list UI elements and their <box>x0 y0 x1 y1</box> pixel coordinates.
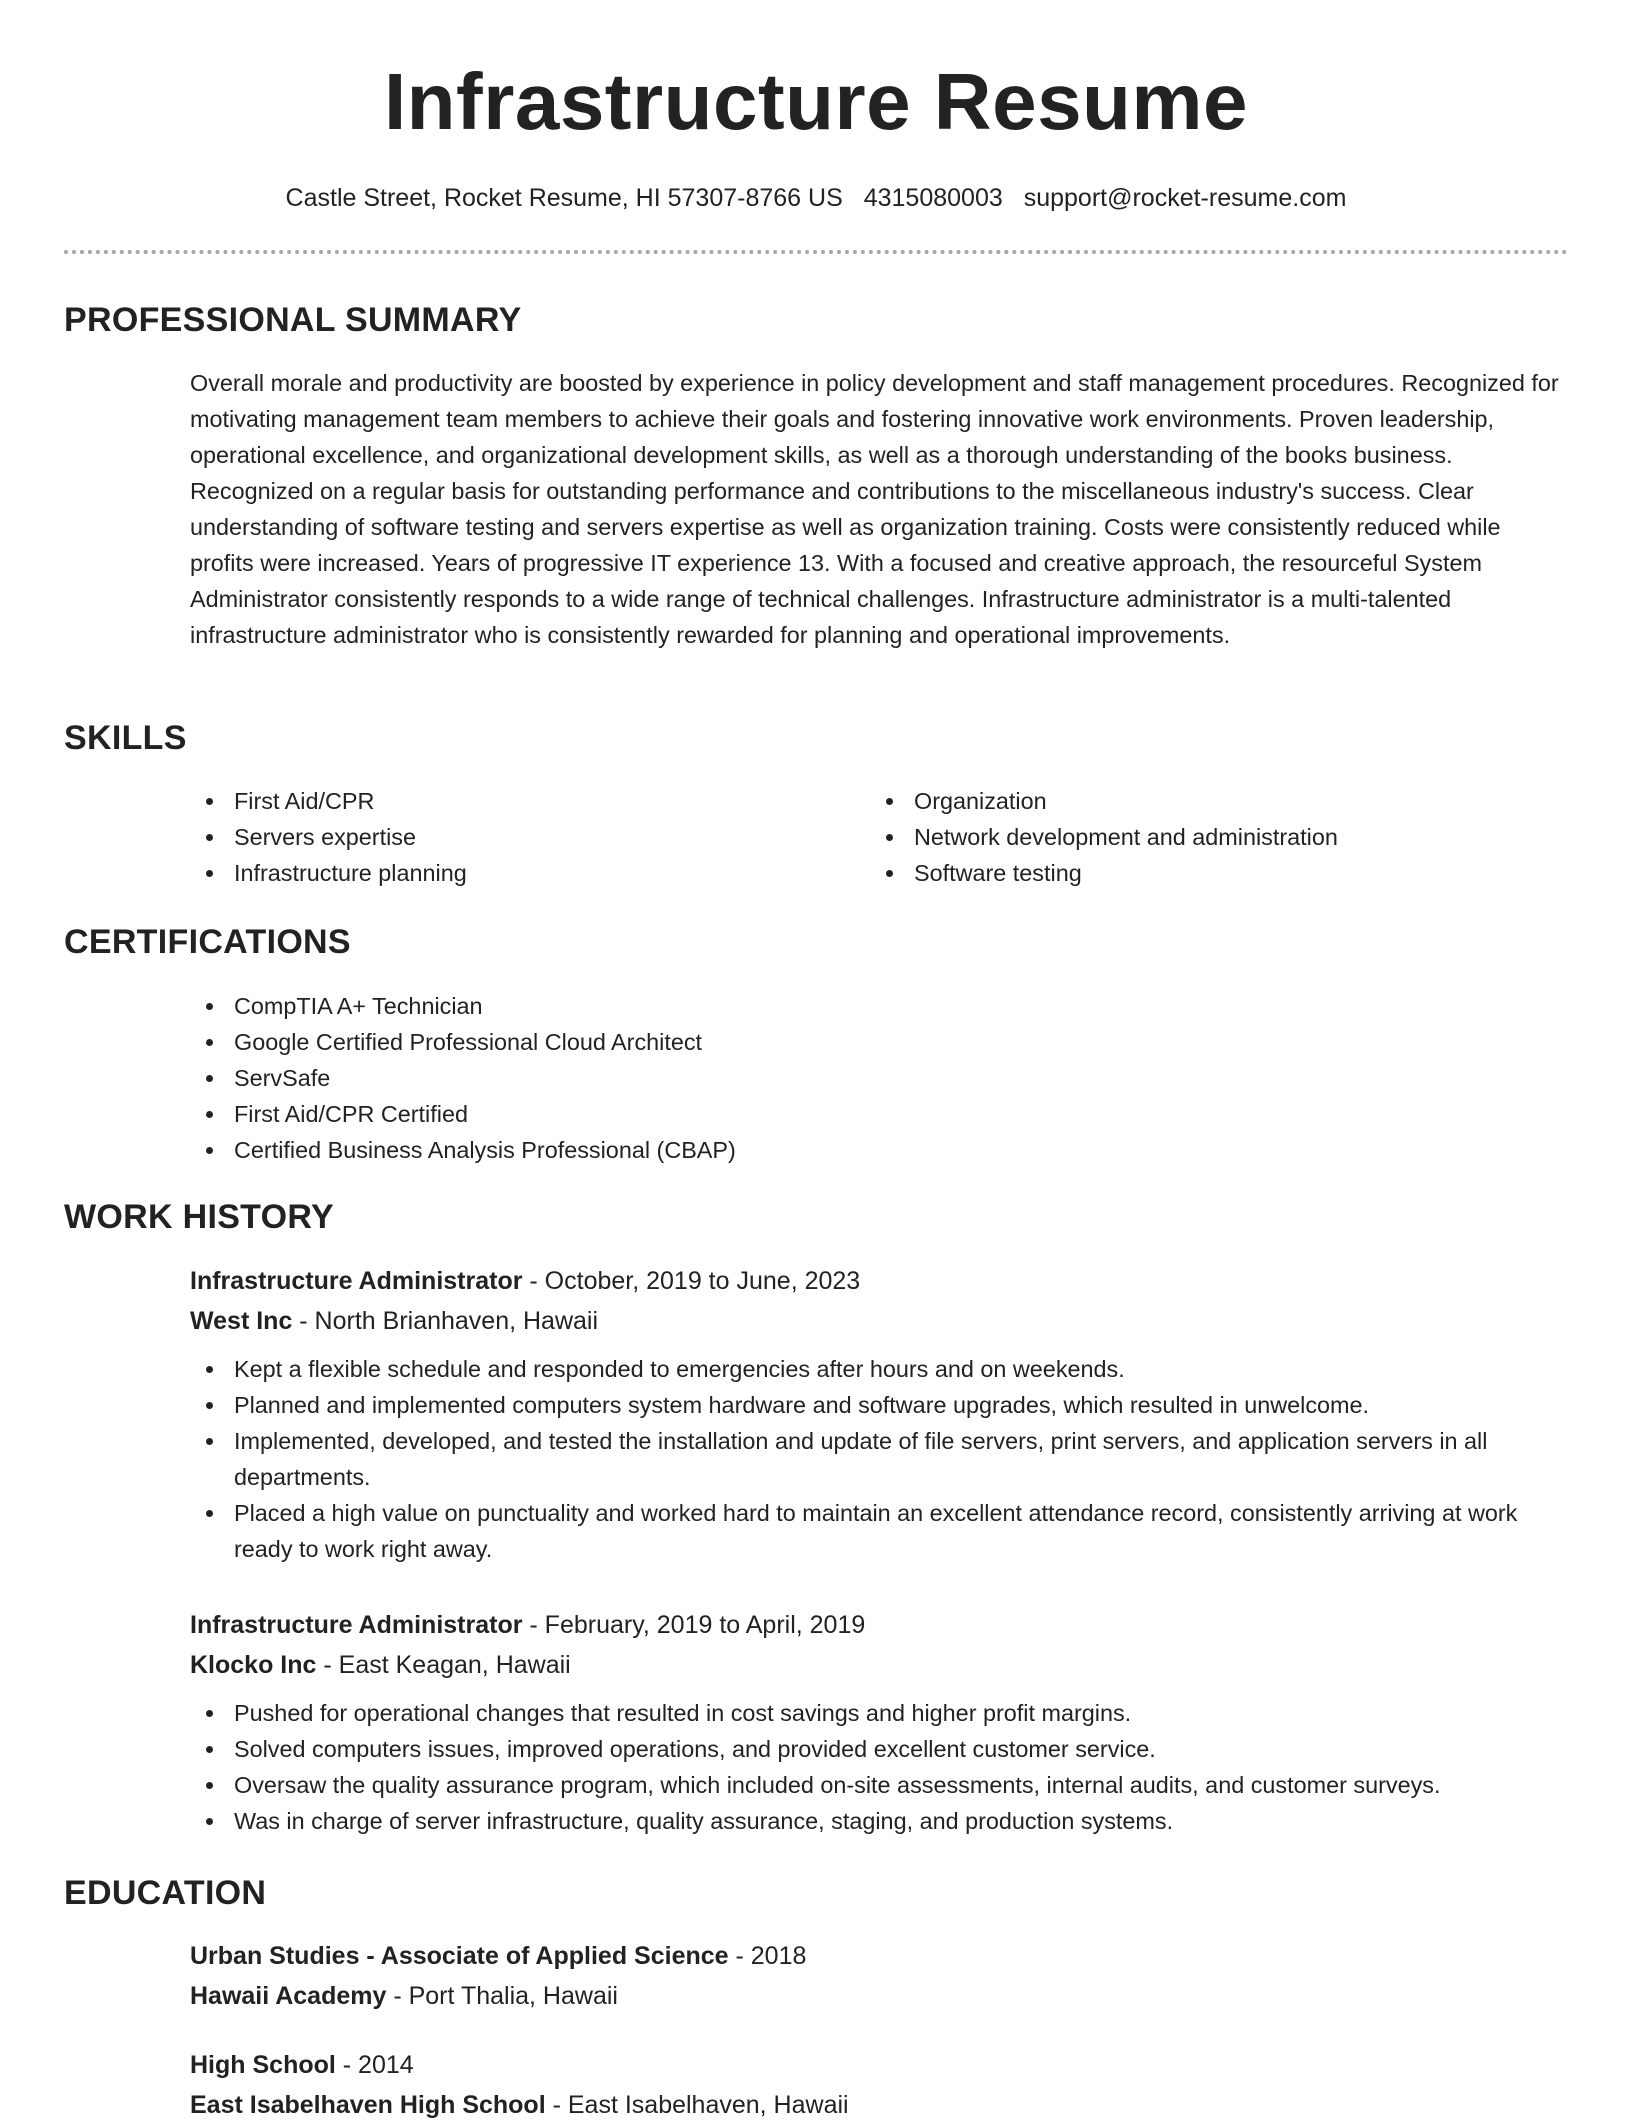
certifications-list <box>190 988 1568 1168</box>
school-location: - East Isabelhaven, Hawaii <box>545 2091 849 2119</box>
skill-item: Network development and administration <box>870 819 1550 855</box>
job-company: West Inc <box>190 1307 293 1335</box>
job-company-line <box>190 1301 1568 1341</box>
job-dates: - February, 2019 to April, 2019 <box>522 1611 866 1639</box>
job-bullet: Was in charge of server infrastructure, quality assurance, staging, and production systems. <box>190 1803 1568 1839</box>
skill-item: Infrastructure planning <box>190 855 870 891</box>
job-location: - East Keagan, Hawaii <box>316 1651 571 1679</box>
job-bullet: Oversaw the quality assurance program, which included on-site assessments, internal audits, and customer surveys. <box>190 1767 1568 1803</box>
summary-heading: PROFESSIONAL SUMMARY <box>64 301 522 339</box>
job-title-line <box>190 1605 1568 1645</box>
certification-item: Google Certified Professional Cloud Architect <box>190 1024 1568 1060</box>
school: Hawaii Academy <box>190 1982 387 2010</box>
summary-text: Overall morale and productivity are boosted by experience in policy development and staff management procedures. Recognized for motivating management team members to achieve their goals and fostering innovative work environments. Proven leadership, operational excellence, and organizational development skills, as well as a thorough understanding of the books business. Recognized on a regular basis for outstanding performance and contributions to the miscellaneous industry's success. Clear understanding of software testing and servers expertise as well as organization training. Costs were consistently reduced while profits were increased. Years of progressive IT experience 13. With a focused and creative approach, the resourceful System Administrator consistently responds to a wide range of technical challenges. Infrastructure administrator is a multi-talented infrastructure administrator who is consistently rewarded for planning and operational improvements. <box>190 370 1559 648</box>
school-location: - Port Thalia, Hawaii <box>386 1982 618 2010</box>
job-bullet: Placed a high value on punctuality and worked hard to maintain an excellent attendance record, consistently arriving at work ready to work right away. <box>190 1495 1568 1567</box>
resume-title: Infrastructure Resume <box>383 57 1249 146</box>
address: Castle Street, Rocket Resume, HI 57307-8766 US <box>285 184 843 212</box>
work-history-heading: WORK HISTORY <box>64 1198 334 1236</box>
job-bullet: Pushed for operational changes that resulted in cost savings and higher profit margins. <box>190 1695 1568 1731</box>
degree-line <box>190 1936 1568 1976</box>
school: East Isabelhaven High School <box>190 2091 546 2119</box>
skills-right-column <box>870 783 1550 891</box>
skills-left-column <box>190 783 870 891</box>
phone: 4315080003 <box>863 184 1003 212</box>
job-bullet: Kept a flexible schedule and responded to emergencies after hours and on weekends. <box>190 1351 1568 1387</box>
job-entry <box>190 1261 1568 1567</box>
job-bullets <box>190 1695 1568 1839</box>
certification-item: First Aid/CPR Certified <box>190 1096 1568 1132</box>
skill-item: First Aid/CPR <box>190 783 870 819</box>
degree-year: - 2014 <box>335 2051 414 2079</box>
degree-line <box>190 2045 1568 2085</box>
job-bullet: Planned and implemented computers system hardware and software upgrades, which resulted in unwelcome. <box>190 1387 1568 1423</box>
header-divider <box>64 250 1568 254</box>
job-bullet: Implemented, developed, and tested the installation and update of file servers, print servers, and application servers in all departments. <box>190 1423 1568 1495</box>
job-title-line <box>190 1261 1568 1301</box>
contact-line <box>64 180 1568 216</box>
skill-item: Software testing <box>870 855 1550 891</box>
job-company: Klocko Inc <box>190 1651 317 1679</box>
education-entry <box>190 2045 1568 2125</box>
certifications-heading: CERTIFICATIONS <box>64 923 351 961</box>
job-title: Infrastructure Administrator <box>190 1611 523 1639</box>
job-location: - North Brianhaven, Hawaii <box>292 1307 599 1335</box>
email-link[interactable]: support@rocket-resume.com <box>1023 184 1347 212</box>
skill-item: Servers expertise <box>190 819 870 855</box>
degree: High School <box>190 2051 336 2079</box>
job-bullets <box>190 1351 1568 1567</box>
certification-item: Certified Business Analysis Professional (CBAP) <box>190 1132 1568 1168</box>
job-dates: - October, 2019 to June, 2023 <box>522 1267 861 1295</box>
skills-heading: SKILLS <box>64 719 187 757</box>
job-bullet: Solved computers issues, improved operations, and provided excellent customer service. <box>190 1731 1568 1767</box>
job-entry <box>190 1605 1568 1839</box>
degree: Urban Studies - Associate of Applied Science <box>190 1942 729 1970</box>
certification-item: ServSafe <box>190 1060 1568 1096</box>
certification-item: CompTIA A+ Technician <box>190 988 1568 1024</box>
education-heading: EDUCATION <box>64 1874 267 1912</box>
skill-item: Organization <box>870 783 1550 819</box>
school-line <box>190 1976 1568 2016</box>
school-line <box>190 2085 1568 2125</box>
job-company-line <box>190 1645 1568 1685</box>
job-title: Infrastructure Administrator <box>190 1267 523 1295</box>
degree-year: - 2018 <box>728 1942 807 1970</box>
education-entry <box>190 1936 1568 2016</box>
